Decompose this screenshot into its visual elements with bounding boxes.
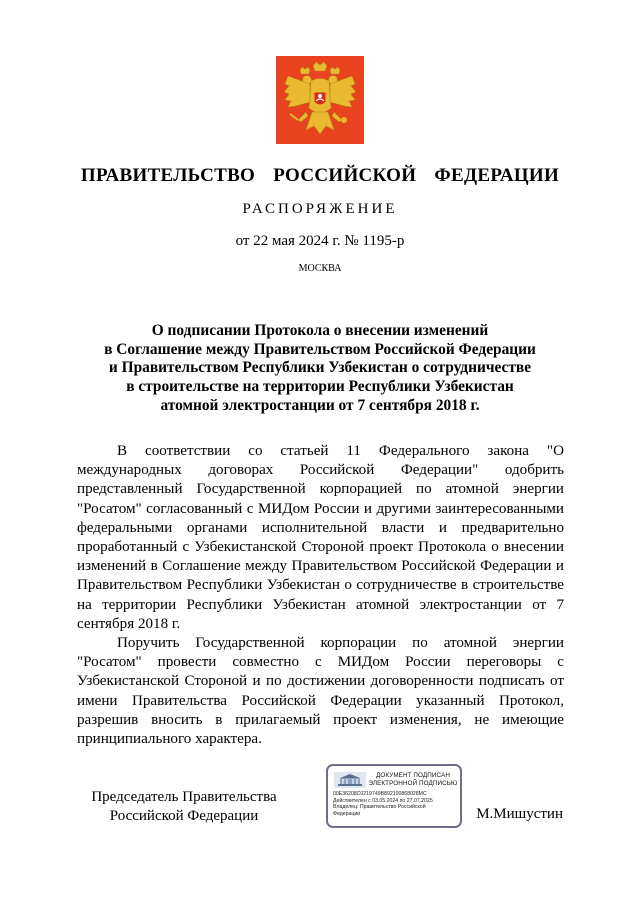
document-date-number: от 22 мая 2024 г. № 1195-р — [235, 233, 405, 249]
certificate-validity: Действителен с 03.05.2024 по 27.07.2025 — [333, 797, 433, 804]
document-body — [77, 442, 564, 749]
heading-line: атомной электростанции от 7 сентября 2018 г. — [160, 396, 480, 414]
stamp-title — [366, 772, 460, 787]
heading-line: и Правительством Республики Узбекистан о сотрудничестве — [108, 359, 532, 377]
government-title: ПРАВИТЕЛЬСТВО РОССИЙСКОЙ ФЕДЕРАЦИИ — [80, 165, 560, 186]
stamp-title-line: ЭЛЕКТРОННОЙ ПОДПИСЬЮ — [368, 779, 458, 787]
body-paragraph: В соответствии со статьей 11 Федерального закона "О международных договорах Российской Федерации" одобрить представленный Государственной корпорацией по атомной энергии "Росатом" согласованный с МИДом России и другими заинтересованными федеральными органами исполнительной власти и предварительно проработанный с Узбекистанской Стороной проект Протокола о внесении изменений в Соглашение между Правительством Российской Федерации и Правительством Республики Узбекистан о сотрудничестве в строительстве на территории Республики Узбекистан атомной электростанции от 7 сентября 2018 г. — [77, 443, 564, 632]
heading-line: в строительстве на территории Республики Узбекистан — [126, 378, 514, 396]
heading-line: О подписании Протокола о внесении изменений — [151, 322, 489, 339]
electronic-signature-stamp — [326, 764, 462, 828]
certificate-serial: 00E36208C0219749B892100868028MC — [333, 791, 427, 797]
signatory-position-line: Председатель Правительства — [91, 789, 277, 805]
document-city: МОСКВА — [298, 263, 342, 274]
signatory-position — [78, 788, 290, 826]
document-type: РАСПОРЯЖЕНИЕ — [242, 201, 398, 217]
certificate-owner: Федерации — [333, 811, 361, 818]
government-building-icon — [334, 772, 366, 788]
coat-of-arms-icon — [276, 56, 364, 144]
stamp-details — [333, 791, 460, 818]
heading-line: в Соглашение между Правительством Российской Федерации — [104, 340, 536, 358]
certificate-owner: Владелец: Правительство Российской — [333, 804, 426, 811]
body-paragraph: Поручить Государственной корпорации по атомной энергии "Росатом" провести совместно с МИДом России переговоры с Узбекистанской Стороной и по достижении договоренности подписать от имени Правительства Российской Федерации указанный Протокол, разрешив вносить в прилагаемый проект изменения, не имеющие принципиального характера. — [77, 635, 564, 748]
signatory-name: М.Мишустин — [476, 806, 563, 822]
signatory-position-line: Российской Федерации — [109, 808, 259, 824]
stamp-title-line: ДОКУМЕНТ ПОДПИСАН — [376, 772, 450, 779]
document-heading — [70, 322, 570, 416]
